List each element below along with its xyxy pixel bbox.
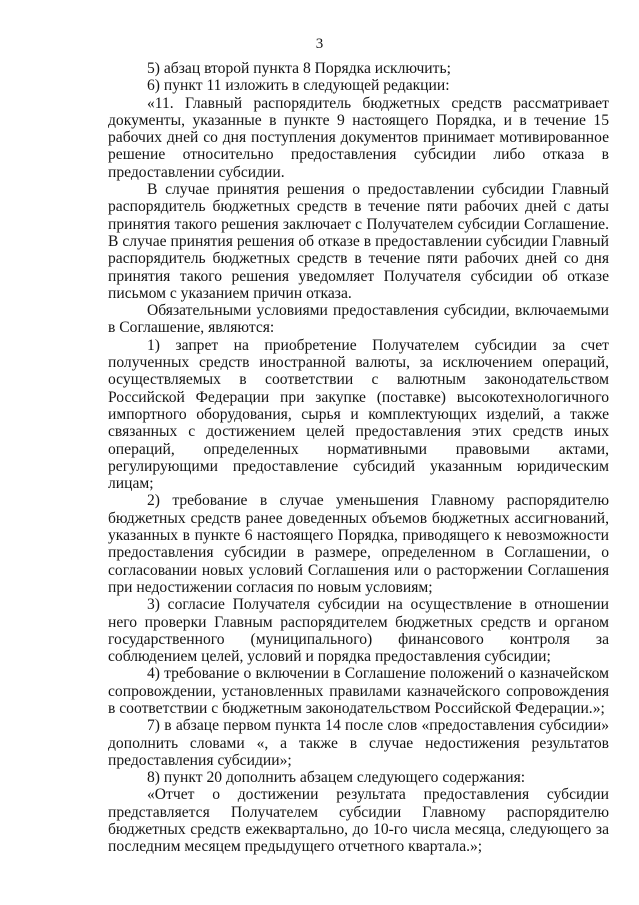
paragraph-condition-2: 2) требование в случае уменьшения Главному распорядителю бюджетных средств ранее доведенных объемов бюджетных ассигнований, указанных в пункте 6 настоящего Порядка, приводящего к невозможности предоставления субсидии в размере, определенном в Соглашении, о согласовании новых условий Соглашения или о расторжении Соглашения при недостижении согласия по новым условиям; (108, 492, 609, 596)
paragraph-condition-1: 1) запрет на приобретение Получателем субсидии за счет полученных средств иностранной валюты, за исключением операций, осуществляемых в соответствии с валютным законодательством Российской Федерации при закупке (поставке) высокотехнологичного импортного оборудования, сырья и комплектующих изделий, а также связанных с достижением целей предоставления этих средств иных операций, определенных нормативными правовыми актами, регулирующими предоставление субсидий указанным юридическим лицам; (108, 336, 609, 493)
paragraph-decision-case: В случае принятия решения о предоставлении субсидии Главный распорядитель бюджетных средств в течение пяти рабочих дней с даты принятия такого решения заключает с Получателем субсидии Соглашение. В случае принятия решения об отказе в предоставлении субсидии Главный распорядитель бюджетных средств в течение пяти рабочих дней со дня принятия такого решения уведомляет Получателя субсидии об отказе письмом с указанием причин отказа. (108, 181, 609, 302)
paragraph-point-11: «11. Главный распорядитель бюджетных средств рассматривает документы, указанные в пункте 9 настоящего Порядка, и в течение 15 рабочих дней со дня поступления документов принимает мотивированное решение относительно предоставления субсидии либо отказа в предоставлении субсидии. (108, 94, 609, 181)
paragraph-condition-4: 4) требование о включении в Соглашение положений о казначейском сопровождении, установленных правилами казначейского сопровождения в соответствии с бюджетным законодательством Российской Федерации.»; (108, 665, 609, 717)
page-number: 3 (315, 36, 324, 52)
document-body (108, 60, 609, 856)
paragraph-item-5: 5) абзац второй пункта 8 Порядка исключить; (147, 60, 451, 77)
paragraph-item-7: 7) в абзаце первом пункта 14 после слов «предоставления субсидии» дополнить словами «, а также в случае недостижения результатов предоставления субсидии»; (108, 717, 609, 769)
paragraph-item-8: 8) пункт 20 дополнить абзацем следующего содержания: (147, 769, 526, 787)
paragraph-report: «Отчет о достижении результата предоставления субсидии представляется Получателем субсидии Главному распорядителю бюджетных средств ежеквартально, до 10-го числа месяца, следующего за последним месяцем предыдущего отчетного квартала.»; (108, 786, 609, 856)
paragraph-item-6: 6) пункт 11 изложить в следующей редакции: (147, 77, 450, 95)
paragraph-mandatory-conditions: Обязательными условиями предоставления субсидии, включаемыми в Соглашение, являются: (108, 302, 609, 337)
paragraph-condition-3: 3) согласие Получателя субсидии на осуществление в отношении него проверки Главным распорядителем бюджетных средств и органом государственного (муниципального) финансового контроля за соблюдением целей, условий и порядка предоставления субсидии; (108, 596, 609, 666)
